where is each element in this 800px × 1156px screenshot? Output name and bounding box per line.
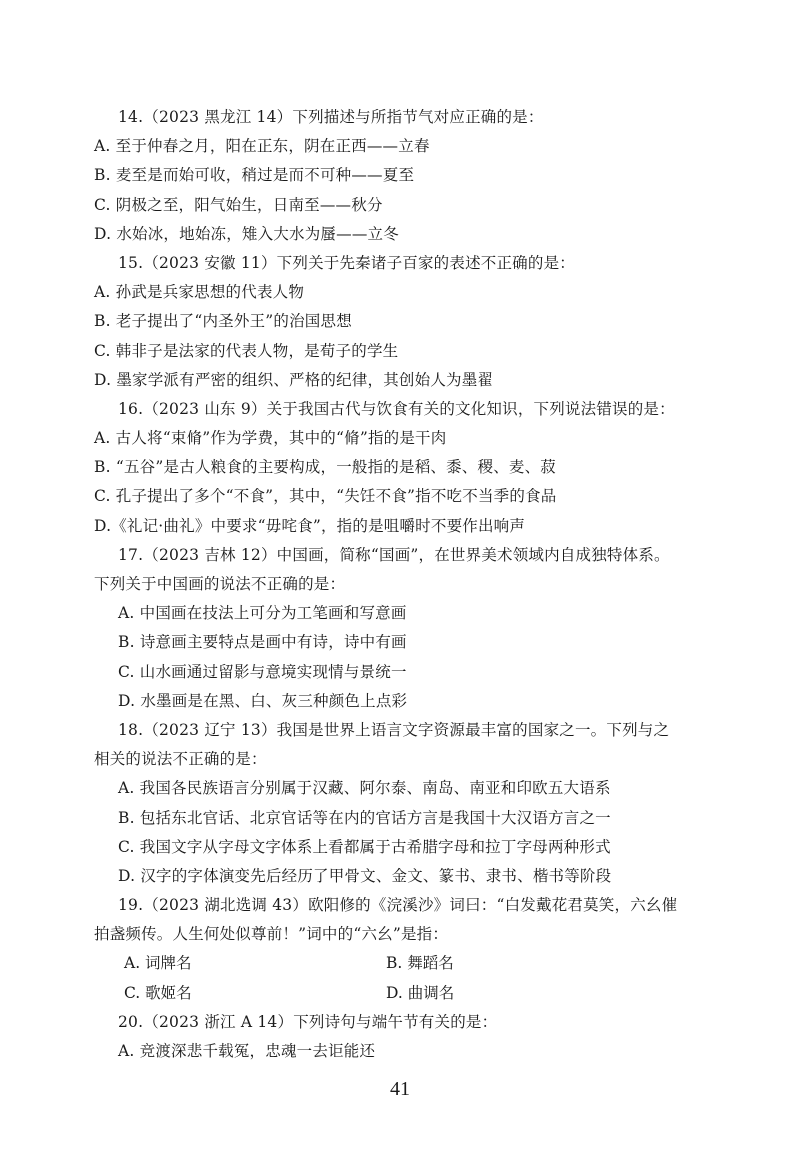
question-14-option-c: C. 阴极之至，阳气始生，日南至——秋分 xyxy=(94,195,383,214)
question-17-option-c: C. 山水画通过留影与意境实现情与景统一 xyxy=(118,662,407,681)
question-17-stem: 17.（2023 吉林 12）中国画，简称“国画”，在世界美术领域内自成独特体系。 xyxy=(118,545,670,564)
question-19-option-d: D. 曲调名 xyxy=(386,983,455,1002)
question-15-option-a: A. 孙武是兵家思想的代表人物 xyxy=(94,283,305,302)
question-18-stem: 18.（2023 辽宁 13）我国是世界上语言文字资源最丰富的国家之一。下列与之 xyxy=(118,720,670,739)
question-18-option-d: D. 汉字的字体演变先后经历了甲骨文、金文、篆书、隶书、楷书等阶段 xyxy=(118,866,612,885)
page-number: 41 xyxy=(390,1078,410,1100)
question-14-option-b: B. 麦至是而始可收，稍过是而不可种——夏至 xyxy=(94,166,415,185)
question-18-option-b: B. 包括东北官话、北京官话等在内的官话方言是我国十大汉语方言之一 xyxy=(118,808,611,827)
question-19-option-c: C. 歌姬名 xyxy=(124,983,192,1002)
question-14-option-a: A. 至于仲春之月，阳在正东，阴在正西——立春 xyxy=(94,137,430,156)
question-14-stem: 14.（2023 黑龙江 14）下列描述与所指节气对应正确的是： xyxy=(118,108,544,126)
question-17-option-a: A. 中国画在技法上可分为工笔画和写意画 xyxy=(118,604,407,623)
question-19-stem: 19.（2023 湖北选调 43）欧阳修的《浣溪沙》词曰：“白发戴花君莫笑，六幺催 xyxy=(118,896,678,915)
question-19-option-a: A. 词牌名 xyxy=(124,954,192,973)
question-18-option-a: A. 我国各民族语言分别属于汉藏、阿尔泰、南岛、南亚和印欧五大语系 xyxy=(118,779,611,798)
question-16-option-a: A. 古人将“束脩”作为学费，其中的“脩”指的是干肉 xyxy=(94,429,447,448)
question-20-stem: 20.（2023 浙江 A 14）下列诗句与端午节有关的是： xyxy=(118,1012,498,1031)
question-list xyxy=(94,103,678,1066)
question-17-option-b: B. 诗意画主要特点是画中有诗，诗中有画 xyxy=(118,633,407,652)
question-14-option-d: D. 水始冰，地始冻，雉入大水为蜃——立冬 xyxy=(94,224,399,243)
question-20-option-a: A. 竞渡深悲千载冤，忠魂一去讵能还 xyxy=(118,1042,376,1060)
question-18-option-c: C. 我国文字从字母文字体系上看都属于古希腊字母和拉丁字母两种形式 xyxy=(118,837,611,856)
question-19-options-row-1 xyxy=(118,949,678,978)
question-19-options-row-2 xyxy=(118,979,678,1008)
question-17-option-d: D. 水墨画是在黑、白、灰三种颜色上点彩 xyxy=(118,691,408,710)
question-15-stem: 15.（2023 安徽 11）下列关于先秦诸子百家的表述不正确的是： xyxy=(118,253,575,272)
question-15-option-d: D. 墨家学派有严密的组织、严格的纪律，其创始人为墨翟 xyxy=(94,370,494,389)
question-16-stem: 16.（2023 山东 9）关于我国古代与饮食有关的文化知识，下列说法错误的是： xyxy=(118,399,675,418)
question-17-stem-continued: 下列关于中国画的说法不正确的是： xyxy=(94,575,346,593)
question-15-option-c: C. 韩非子是法家的代表人物，是荀子的学生 xyxy=(94,341,399,360)
question-15-option-b: B. 老子提出了“内圣外王”的治国思想 xyxy=(94,312,352,331)
question-19-stem-continued: 拍盏频传。人生何处似尊前！”词中的“六幺”是指： xyxy=(94,925,449,944)
question-16-option-d: D.《礼记·曲礼》中要求“毋咤食”，指的是咀嚼时不要作出响声 xyxy=(94,516,526,535)
question-16-option-c: C. 孔子提出了多个“不食”，其中，“失饪不食”指不吃不当季的食品 xyxy=(94,487,557,506)
question-18-stem-continued: 相关的说法不正确的是： xyxy=(94,750,267,769)
question-19-option-b: B. 舞蹈名 xyxy=(386,954,454,973)
question-16-option-b: B. “五谷”是古人粮食的主要构成，一般指的是稻、黍、稷、麦、菽 xyxy=(94,458,556,477)
